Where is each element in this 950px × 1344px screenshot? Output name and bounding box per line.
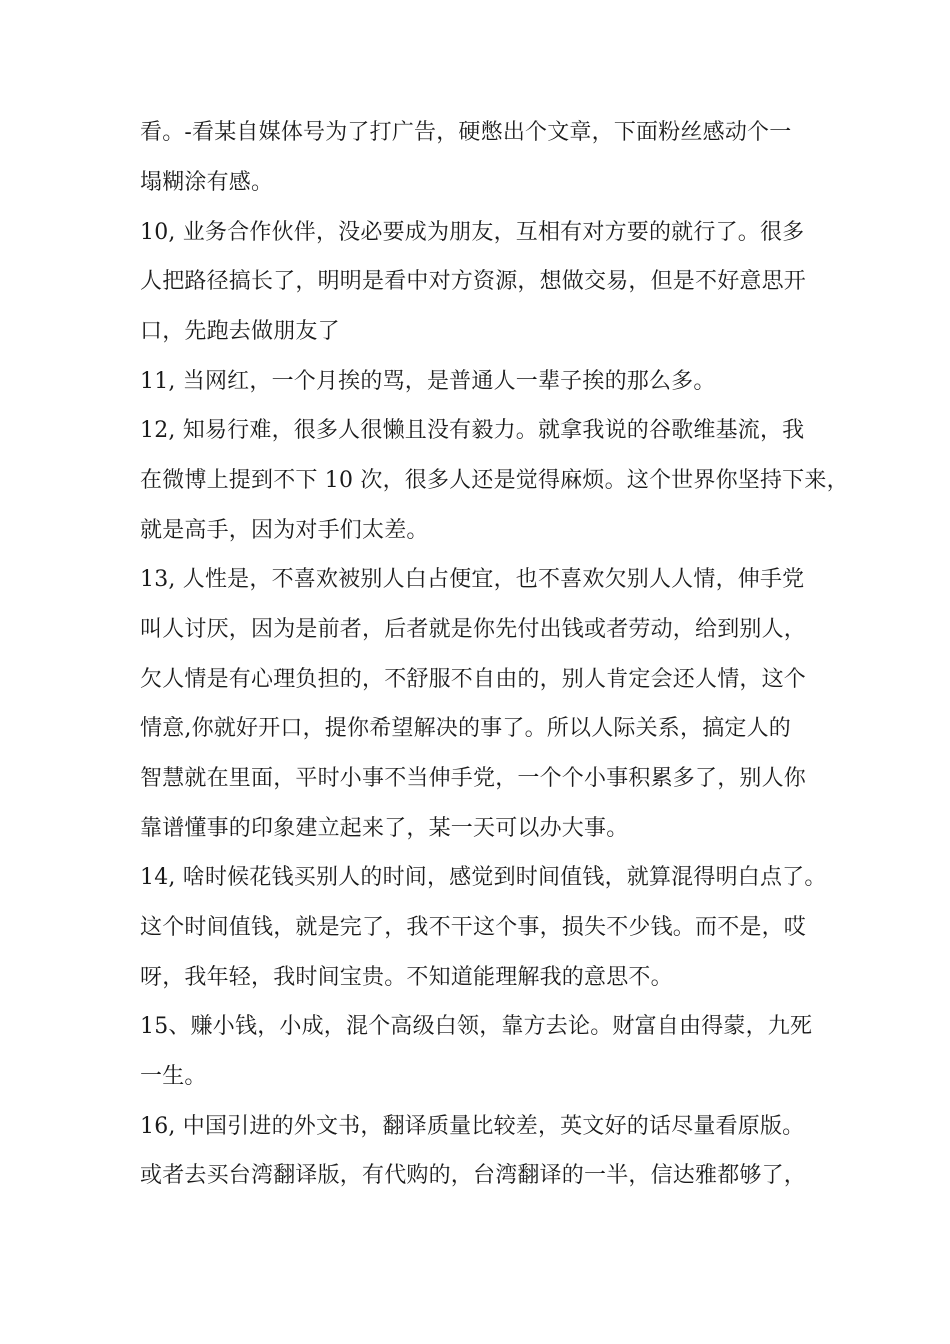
text-line: 智慧就在里面，平时小事不当伸手党，一个个小事积累多了，别人你 [140,766,807,791]
text-line: 12, 知易行难，很多人很懒且没有毅力。就拿我说的谷歌维基流，我 [140,418,805,443]
text-line: 塌糊涂有感。 [140,170,274,195]
text-line: 就是高手，因为对手们太差。 [140,518,429,543]
text-line: 或者去买台湾翻译版，有代购的，台湾翻译的一半，信达雅都够了， [140,1163,807,1188]
text-line: 靠谱懂事的印象建立起来了，某一天可以办大事。 [140,816,629,841]
text-line: 看。-看某自媒体号为了打广告，硬憋出个文章，下面粉丝感动个一 [140,120,792,145]
text-line: 这个时间值钱，就是完了，我不干这个事，损失不少钱。而不是，哎 [140,915,807,940]
text-line: 叫人讨厌，因为是前者，后者就是你先付出钱或者劳动，给到别人， [140,617,807,642]
text-line: 15、赚小钱，小成，混个高级白领，靠方去论。财富自由得蒙，九死 [140,1014,813,1039]
text-line: 一生。 [140,1064,207,1089]
text-line: 呀，我年轻，我时间宝贵。不知道能理解我的意思不。 [140,965,673,990]
text-line: 欠人情是有心理负担的，不舒服不自由的，别人肯定会还人情，这个 [140,667,807,692]
text-line: 13, 人性是，不喜欢被别人白占便宜，也不喜欢欠别人人情，伸手党 [140,567,805,592]
text-line: 11, 当网红，一个月挨的骂，是普通人一辈子挨的那么多。 [140,369,716,394]
text-line: 14, 啥时候花钱买别人的时间，感觉到时间值钱，就算混得明白点了。 [140,865,827,890]
text-line: 人把路径搞长了，明明是看中对方资源，想做交易，但是不好意思开 [140,269,807,294]
text-line: 10, 业务合作伙伴，没必要成为朋友，互相有对方要的就行了。很多 [140,220,805,245]
text-line: 16, 中国引进的外文书，翻译质量比较差，英文好的话尽量看原版。 [140,1114,805,1139]
text-line: 口，先跑去做朋友了 [140,319,340,344]
text-line: 情意,你就好开口，提你希望解决的事了。所以人际关系，搞定人的 [140,716,791,741]
text-line: 在微博上提到不下 10 次，很多人还是觉得麻烦。这个世界你坚持下来， [140,468,849,493]
